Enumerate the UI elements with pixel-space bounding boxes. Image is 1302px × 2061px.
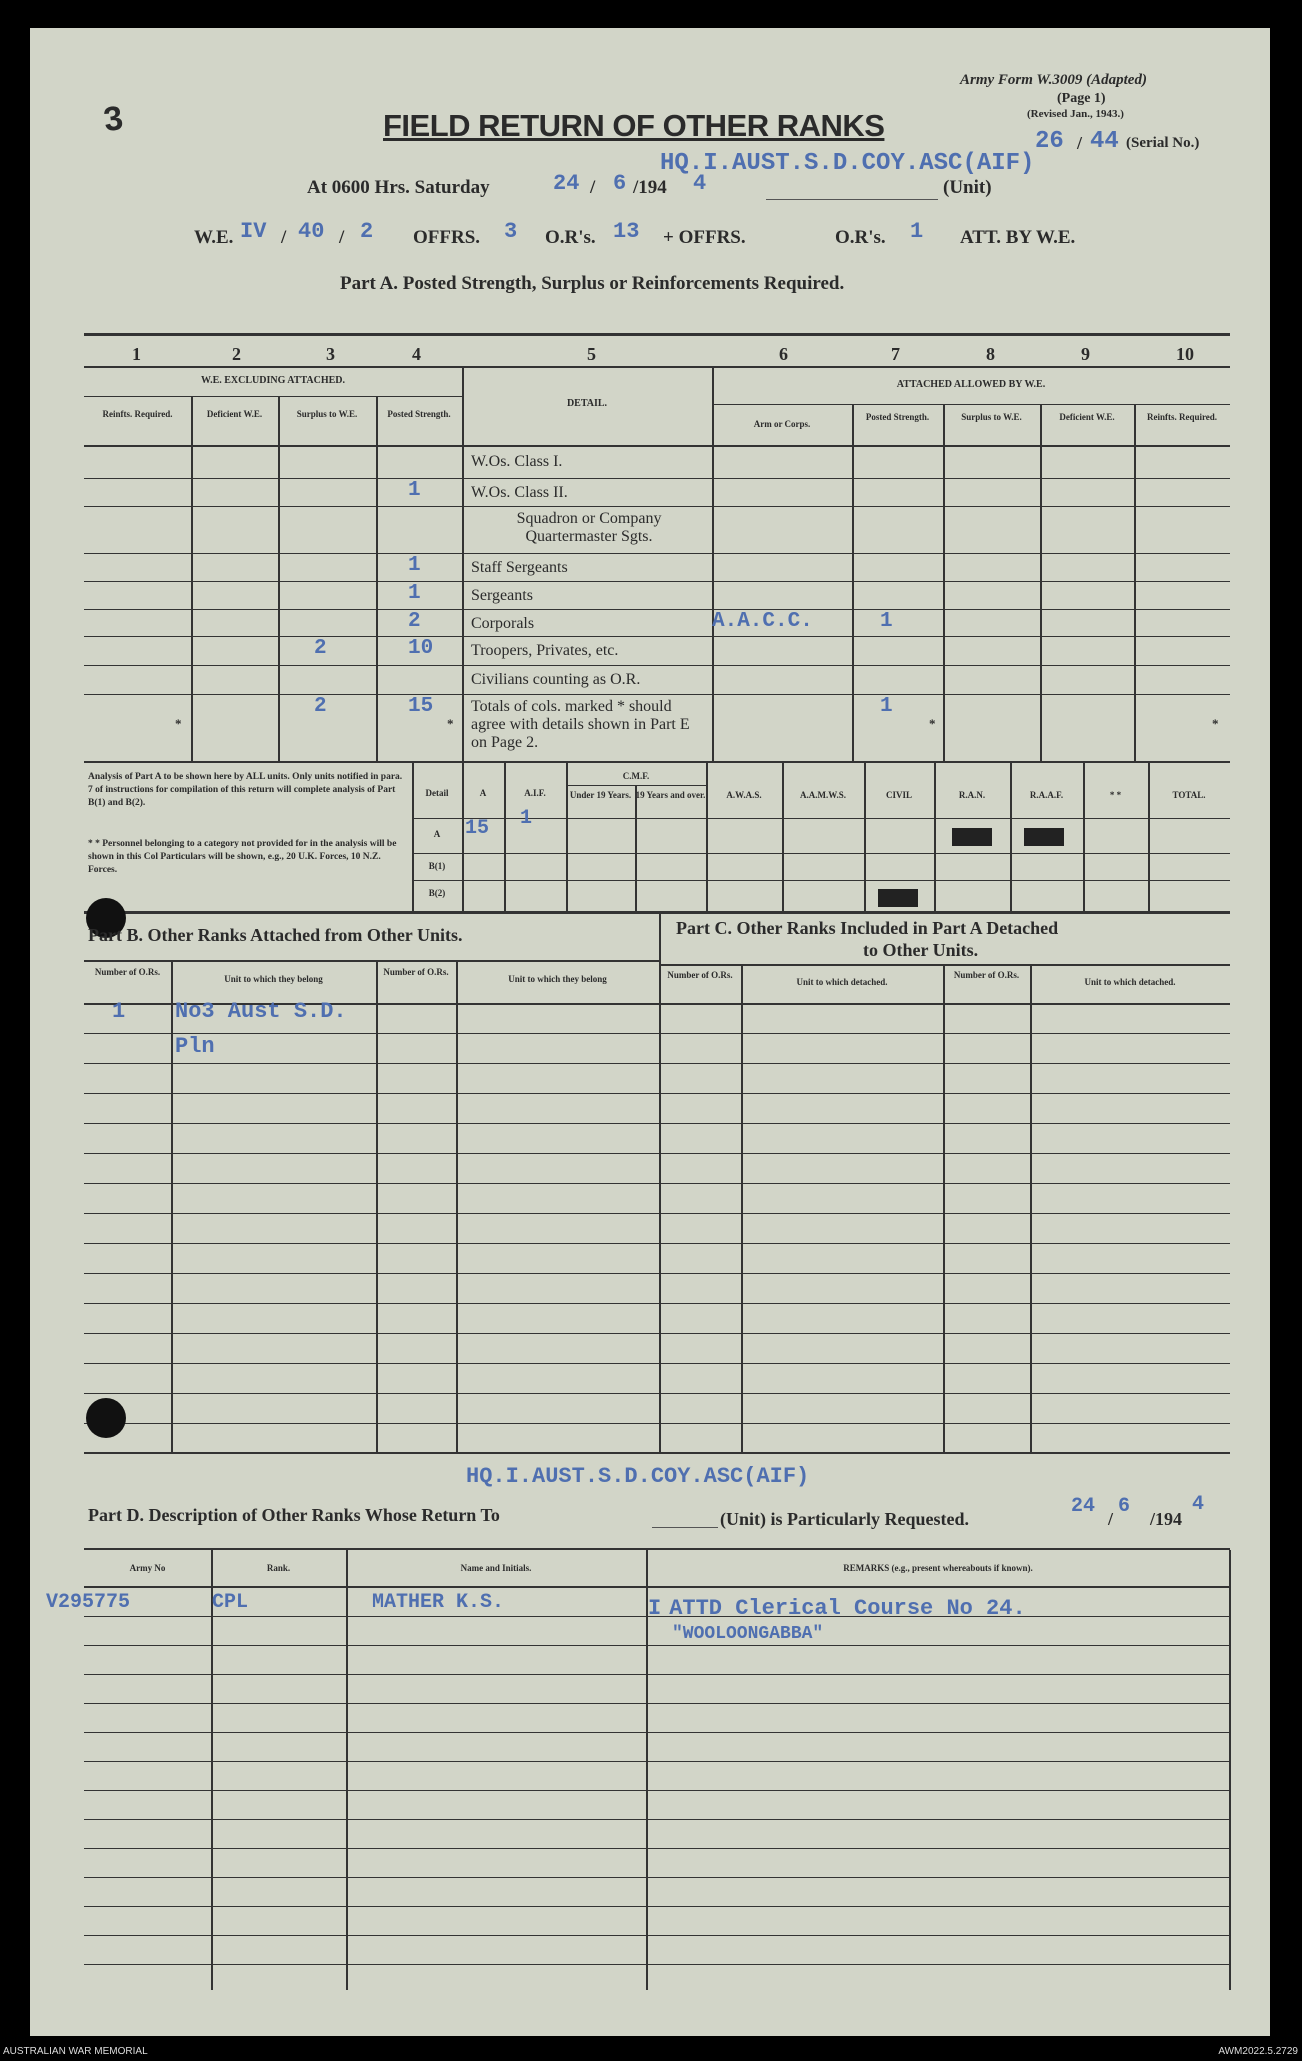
serial-slash: /: [1077, 133, 1083, 153]
unit-value: HQ.I.AUST.S.D.COY.ASC(AIF): [660, 150, 1035, 177]
rule-line: [84, 1674, 1230, 1675]
detail-header: DETAIL.: [566, 398, 608, 409]
ors2-label: O.R's.: [835, 227, 886, 248]
column-number: 2: [232, 344, 241, 364]
rule-line: [84, 1423, 1230, 1424]
rule-line: [84, 1033, 1230, 1034]
serial-label: (Serial No.): [1126, 135, 1200, 151]
analysis-header-total: TOTAL.: [1172, 790, 1206, 800]
analysis-a-value: 15: [465, 817, 490, 840]
analysis-note: Analysis of Part A to be shown here by ALL units. Only units notified in para. 7 of instructions for compilation of this return will complete analysis of Part B(1) and B(2).: [88, 772, 403, 808]
rule-line: [84, 1063, 1230, 1064]
posted-strength-value: 1: [408, 582, 421, 605]
analysis-detail-label: Detail: [425, 788, 449, 798]
attached-posted-value: 1: [880, 610, 893, 633]
part-b-entry-unit-2: Pln: [175, 1034, 215, 1059]
rule-line: [84, 1819, 1230, 1820]
rule-line: [84, 1790, 1230, 1791]
part-b-header-unit-2: Unit to which they belong: [508, 974, 607, 984]
column-number: 3: [326, 344, 335, 364]
punch-hole: [86, 1398, 126, 1438]
unit-line: [766, 199, 938, 200]
left-group-header: W.E. EXCLUDING ATTACHED.: [200, 375, 345, 386]
analysis-header-aif: A.I.F.: [524, 788, 546, 798]
detail-row-label: Totals of cols. marked * should agree with details shown in Part E on Page 2.: [471, 698, 690, 751]
date-slash: /: [590, 177, 596, 198]
rule-line: [84, 1393, 1230, 1394]
part-d-unit-line: [652, 1527, 718, 1528]
part-b-entry-number: 1: [112, 999, 126, 1024]
part-d-header-rank: Rank.: [266, 1563, 291, 1573]
part-d-unit-value: HQ.I.AUST.S.D.COY.ASC(AIF): [466, 1464, 810, 1489]
analysis-header-awas: A.W.A.S.: [726, 790, 762, 800]
part-d-month: 6: [1118, 1495, 1131, 1518]
analysis-note-2: * * Personnel belonging to a category not provided for in the analysis will be shown in this Col Particulars will be shown, e.g., 20 U.K. Forces, 10 N.Z. Forces.: [88, 839, 397, 875]
form-name: Army Form W.3009 (Adapted): [960, 72, 1147, 88]
revised-date: (Revised Jan., 1943.): [1027, 108, 1124, 120]
rule-line: [84, 1333, 1230, 1334]
column-number: 5: [587, 344, 596, 364]
part-d-title-tail: (Unit) is Particularly Requested.: [720, 1509, 969, 1529]
analysis-aif-value: 1: [520, 807, 533, 830]
column-number: 6: [779, 344, 788, 364]
rule-line: [84, 1363, 1230, 1364]
part-b-entry-unit: No3 Aust S.D.: [175, 999, 347, 1024]
offrs-label: OFFRS.: [413, 227, 481, 248]
column-number: 7: [891, 344, 900, 364]
part-c-title: Part C. Other Ranks Included in Part A Detached: [676, 918, 1059, 938]
year-prefix: /194: [633, 177, 667, 198]
rule-line: [84, 1093, 1230, 1094]
part-d-date-slash: /: [1108, 1509, 1114, 1529]
header-deficient: Deficient W.E.: [206, 409, 263, 419]
att-label: ATT. BY W.E.: [960, 227, 1076, 248]
column-number: 9: [1081, 344, 1090, 364]
we-slash-1: /: [281, 227, 287, 248]
redaction-block: [1024, 828, 1064, 846]
part-d-year-digit: 4: [1192, 1493, 1205, 1516]
day: 24: [553, 171, 580, 196]
header-arm-or-corps: Arm or Corps.: [753, 419, 811, 429]
serial-year: 44: [1090, 128, 1119, 155]
posted-strength-value: 10: [408, 637, 434, 660]
analysis-header-cmf: C.M.F.: [622, 771, 650, 781]
rule-line: [84, 1877, 1230, 1878]
surplus-value: 2: [314, 695, 327, 718]
header-att-surplus: Surplus to W.E.: [961, 412, 1022, 422]
analysis-row-a: A: [433, 829, 441, 839]
part-b-header-number: Number of O.Rs.: [94, 967, 161, 977]
serial-number: 26: [1035, 128, 1064, 155]
header-att-deficient: Deficient W.E.: [1059, 412, 1115, 422]
header-reinfts-required: Reinfts. Required.: [102, 409, 173, 419]
footer-right: AWM2022.5.2729: [1218, 2046, 1298, 2057]
right-group-header: ATTACHED ALLOWED BY W.E.: [896, 379, 1046, 390]
rule-line: [84, 1303, 1230, 1304]
rule-line: [84, 1906, 1230, 1907]
we-label: W.E.: [194, 227, 234, 248]
column-number: 1: [132, 344, 141, 364]
posted-strength-value: 2: [408, 610, 421, 633]
detail-row-label: Corporals: [471, 615, 535, 632]
ors-label: O.R's.: [545, 227, 596, 248]
analysis-header-aamws: A.A.M.W.S.: [800, 790, 846, 800]
part-d-header-name: Name and Initials.: [460, 1563, 532, 1573]
analysis-header-raaf: R.A.A.F.: [1029, 790, 1064, 800]
column-number: 8: [986, 344, 995, 364]
attached-posted-value: 1: [880, 695, 893, 718]
army-number: V295775: [46, 1591, 131, 1614]
remarks-line-2: "WOOLOONGABBA": [672, 1624, 824, 1644]
rule-line: [84, 1703, 1230, 1704]
header-att-posted: Posted Strength.: [865, 412, 930, 422]
analysis-row-b2: B(2): [428, 888, 446, 898]
part-d-header-army-no: Army No: [129, 1563, 166, 1573]
we-slash-2: /: [339, 227, 345, 248]
part-a-title: Part A. Posted Strength, Surplus or Reinforcements Required.: [340, 273, 845, 294]
posted-strength-value: 1: [408, 554, 421, 577]
detail-row-label: W.Os. Class I.: [471, 453, 563, 470]
posted-strength-value: 15: [408, 695, 434, 718]
detail-row-label: Squadron or Company Quartermaster Sgts.: [516, 510, 662, 545]
star-mark: *: [929, 716, 936, 731]
rule-line: [84, 1761, 1230, 1762]
ors-value: 13: [613, 219, 640, 244]
we-1: IV: [240, 219, 267, 244]
part-d-title: Part D. Description of Other Ranks Whose Return To: [88, 1505, 500, 1525]
handwritten-mark: 3: [101, 98, 126, 140]
detail-row-label: Sergeants: [471, 587, 533, 604]
name-initials: MATHER K.S.: [372, 1591, 505, 1614]
page-number: (Page 1): [1057, 91, 1106, 106]
plus-offrs-label: + OFFRS.: [663, 227, 746, 248]
part-c-header-number-2: Number of O.Rs.: [953, 970, 1020, 980]
detail-row-label: Troopers, Privates, etc.: [471, 642, 619, 659]
we-3: 2: [360, 219, 374, 244]
star-mark: *: [447, 716, 454, 731]
rule-line: [84, 1153, 1230, 1154]
offrs-value: 3: [504, 219, 518, 244]
part-b-header-unit: Unit to which they belong: [224, 974, 323, 984]
part-d-day: 24: [1071, 1495, 1096, 1518]
unit-label: (Unit): [943, 177, 992, 198]
column-number: 4: [412, 344, 421, 364]
form-title: FIELD RETURN OF OTHER RANKS: [383, 108, 885, 143]
detail-row-label: Civilians counting as O.R.: [471, 671, 641, 688]
analysis-header-other: * *: [1109, 790, 1122, 800]
rank: CPL: [212, 1591, 249, 1614]
part-c-header-unit: Unit to which detached.: [796, 977, 888, 987]
rule-line: [84, 1213, 1230, 1214]
star-mark: *: [175, 716, 182, 731]
part-c-header-number: Number of O.Rs.: [667, 970, 733, 980]
analysis-header-ran: R.A.N.: [958, 790, 986, 800]
remarks-line-1: I ATTD Clerical Course No 24.: [648, 1596, 1026, 1621]
footer-left: AUSTRALIAN WAR MEMORIAL: [3, 2046, 148, 2057]
ors2-value: 1: [910, 219, 924, 244]
redaction-block: [952, 828, 992, 846]
redaction-block: [878, 889, 918, 907]
column-number: 10: [1176, 344, 1194, 364]
analysis-header-19-over: 19 Years and over.: [635, 790, 706, 800]
rule-line: [84, 1935, 1230, 1936]
star-mark: *: [1212, 716, 1219, 731]
at-label: At 0600 Hrs. Saturday: [307, 177, 490, 198]
rule-line: [84, 1273, 1230, 1274]
part-d-header-remarks: REMARKS (e.g., present whereabouts if known).: [843, 1563, 1033, 1573]
header-posted-strength: Posted Strength.: [387, 409, 451, 419]
header-att-reinfts: Reinfts. Required.: [1146, 412, 1218, 422]
detail-row-label: Staff Sergeants: [471, 559, 568, 576]
rule-line: [84, 1964, 1230, 1965]
surplus-value: 2: [314, 637, 327, 660]
rule-line: [84, 1732, 1230, 1733]
rule-line: [84, 1848, 1230, 1849]
year-digit: 4: [693, 171, 707, 196]
analysis-header-under-19: Under 19 Years.: [569, 790, 632, 800]
month: 6: [613, 171, 627, 196]
analysis-row-b1: B(1): [428, 861, 446, 871]
header-surplus: Surplus to W.E.: [296, 409, 358, 419]
part-b-header-number-2: Number of O.Rs.: [383, 967, 449, 977]
analysis-header-a: A: [479, 788, 487, 798]
part-d-year-prefix: /194: [1150, 1509, 1183, 1529]
detail-row-label: W.Os. Class II.: [471, 484, 568, 501]
part-c-header-unit-2: Unit to which detached.: [1084, 977, 1176, 987]
analysis-header-civil: CIVIL: [885, 790, 912, 800]
rule-line: [84, 1183, 1230, 1184]
rule-line: [84, 1645, 1230, 1646]
rule-line: [84, 1243, 1230, 1244]
rule-line: [84, 1123, 1230, 1124]
part-b-title: Part B. Other Ranks Attached from Other Units.: [88, 925, 463, 945]
we-2: 40: [298, 219, 325, 244]
form-sheet: [30, 28, 1270, 2036]
posted-strength-value: 1: [408, 479, 421, 502]
part-c-title-2: to Other Units.: [863, 940, 979, 960]
arm-or-corps-value: A.A.C.C.: [712, 610, 813, 633]
